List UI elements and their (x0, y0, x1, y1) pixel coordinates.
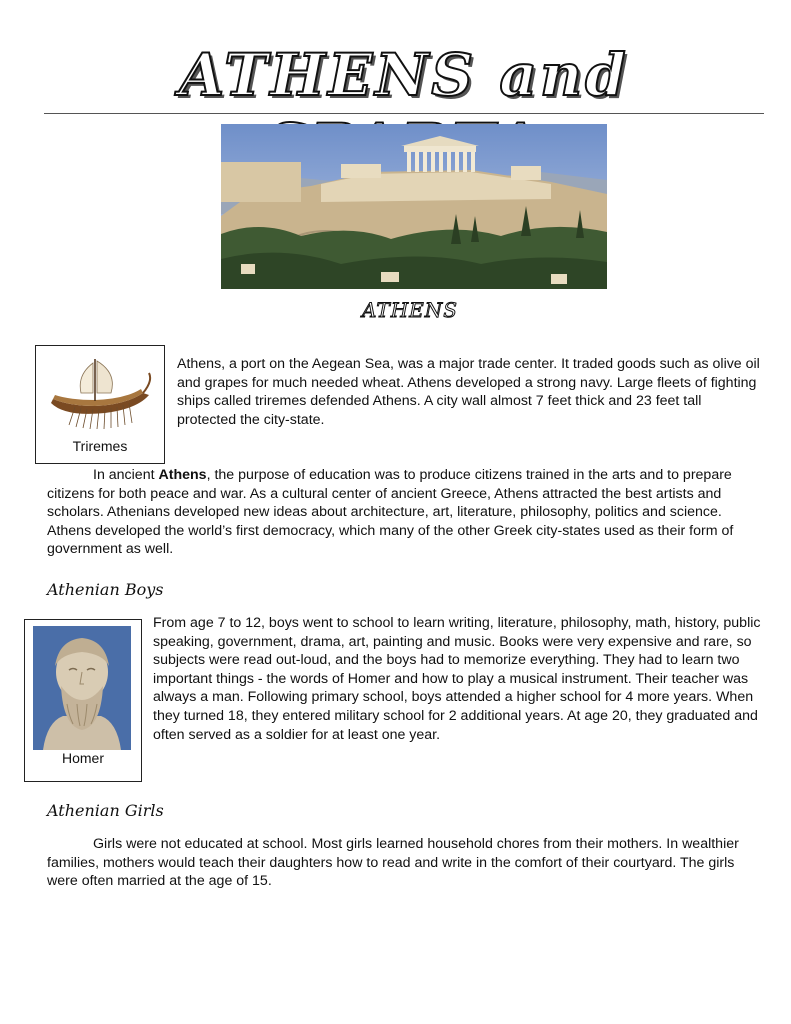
education-lead: In ancient (93, 467, 159, 483)
subhead-athenian-boys: Athenian Boys (47, 580, 164, 599)
boys-paragraph: From age 7 to 12, boys went to school to learn writing, literature, philosophy, math, history, public speaking, government, drama, art, painting and music. Books were very expensive and rare, so subjects were read out-loud, and the boys had to memorize everything. They had to learn two important things - the words of Homer and how to play a musical instrument. Their teacher was always a man. Following primary school, boys attended a higher school for 4 more years. When they turned 18, they entered military school for 2 additional years. At age 20, they graduated and often served as a soldier for at least one year. (153, 615, 761, 743)
homer-bust-icon (33, 626, 131, 750)
girls-paragraph (47, 835, 769, 891)
title-divider (44, 113, 764, 114)
section-title: ATHENS (362, 298, 458, 322)
trireme-ship-icon (45, 351, 155, 431)
subhead-athenian-girls: Athenian Girls (47, 801, 164, 820)
education-bold-athens: Athens (158, 467, 207, 483)
page-title: ATHENS and (179, 41, 629, 109)
homer-figure (24, 619, 142, 782)
education-paragraph (47, 466, 769, 559)
acropolis-photo (221, 124, 607, 289)
triremes-caption: Triremes (72, 438, 128, 454)
port-paragraph: Athens, a port on the Aegean Sea, was a major trade center. It traded goods such as olive oil and grapes for much needed wheat. Athens developed a strong navy. Large fleets of fighting ships called triremes defended Athens. A city wall almost 7 feet thick and 23 feet tall protected the city-state. (177, 356, 760, 428)
girls-text: Girls were not educated at school. Most girls learned household chores from their mothers. In wealthier families, mothers would teach their daughters how to read and write in the comfort of their courtyard. The girls were often married at the age of 15. (47, 836, 739, 890)
triremes-figure (35, 345, 165, 464)
homer-caption: Homer (61, 750, 104, 766)
education-rest: , the purpose of education was to produce citizens trained in the arts and to prepare citizens for both peace and war. As a cultural center of ancient Greece, Athens attracted the best artists and scholars. Athenians developed new ideas about architecture, art, literature, philosophy, politics and science. Athens developed the world’s first democracy, which many of the other Greek city-states used as their form of government as well. (47, 467, 734, 558)
acropolis-illustration (221, 124, 607, 289)
